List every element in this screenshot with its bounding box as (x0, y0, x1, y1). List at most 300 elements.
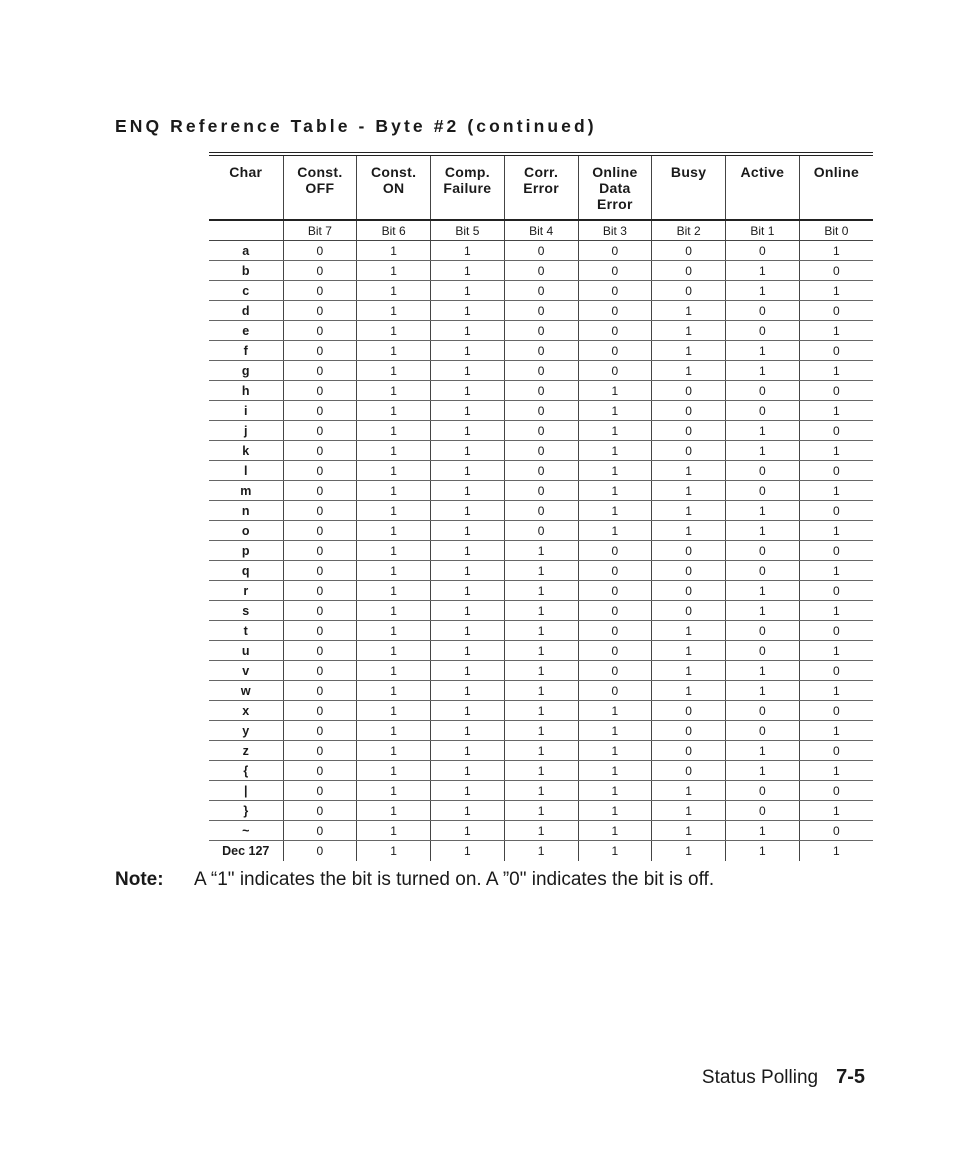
bit-value-cell: 1 (726, 441, 800, 461)
bit-value-cell: 1 (357, 541, 431, 561)
bit-value-cell: 0 (799, 621, 873, 641)
bit-value-cell: 1 (578, 441, 652, 461)
char-cell: y (209, 721, 283, 741)
bit-value-cell: 1 (726, 821, 800, 841)
bit-value-cell: 1 (578, 381, 652, 401)
table-row (209, 681, 873, 701)
bit-value-cell: 1 (578, 741, 652, 761)
bit-value-cell: 1 (652, 821, 726, 841)
char-cell: o (209, 521, 283, 541)
column-header: Active (726, 154, 800, 220)
bit-value-cell: 1 (431, 841, 505, 862)
bit-value-cell: 1 (799, 841, 873, 862)
bit-value-cell: 0 (726, 241, 800, 261)
bit-value-cell: 1 (357, 281, 431, 301)
bit-value-cell: 0 (578, 661, 652, 681)
bit-value-cell: 1 (431, 341, 505, 361)
bit-label: Bit 4 (504, 220, 578, 241)
bit-value-cell: 0 (578, 581, 652, 601)
bit-value-cell: 0 (799, 701, 873, 721)
bit-value-cell: 0 (799, 661, 873, 681)
bit-value-cell: 1 (504, 581, 578, 601)
bit-value-cell: 1 (652, 801, 726, 821)
bit-value-cell: 1 (578, 501, 652, 521)
bit-value-cell: 1 (578, 461, 652, 481)
bit-value-cell: 1 (726, 361, 800, 381)
table-row (209, 801, 873, 821)
column-header: Comp. Failure (431, 154, 505, 220)
char-cell: j (209, 421, 283, 441)
bit-value-cell: 1 (431, 501, 505, 521)
table-row (209, 241, 873, 261)
bit-value-cell: 0 (283, 661, 357, 681)
bit-value-cell: 0 (504, 321, 578, 341)
table-row (209, 721, 873, 741)
char-cell: i (209, 401, 283, 421)
bit-value-cell: 0 (726, 701, 800, 721)
bit-value-cell: 0 (652, 261, 726, 281)
bit-value-cell: 0 (504, 421, 578, 441)
bit-value-cell: 1 (357, 741, 431, 761)
bit-value-cell: 1 (357, 301, 431, 321)
bit-value-cell: 1 (799, 321, 873, 341)
bit-value-cell: 1 (799, 681, 873, 701)
bit-value-cell: 0 (726, 781, 800, 801)
bit-value-cell: 1 (799, 441, 873, 461)
bit-value-cell: 0 (652, 761, 726, 781)
bit-value-cell: 1 (726, 281, 800, 301)
char-cell: | (209, 781, 283, 801)
bit-value-cell: 1 (726, 661, 800, 681)
bit-value-cell: 1 (652, 501, 726, 521)
bit-value-cell: 0 (504, 501, 578, 521)
bit-value-cell: 1 (431, 421, 505, 441)
bit-value-cell: 1 (726, 761, 800, 781)
bit-value-cell: 0 (504, 521, 578, 541)
bit-value-cell: 1 (652, 361, 726, 381)
bit-value-cell: 0 (578, 621, 652, 641)
bit-value-cell: 0 (578, 361, 652, 381)
bit-value-cell: 1 (357, 701, 431, 721)
bit-value-cell: 1 (431, 301, 505, 321)
bit-value-cell: 0 (283, 441, 357, 461)
bit-value-cell: 0 (726, 481, 800, 501)
bit-value-cell: 1 (726, 341, 800, 361)
bit-value-cell: 0 (283, 761, 357, 781)
table-row (209, 641, 873, 661)
char-cell: z (209, 741, 283, 761)
bit-value-cell: 0 (283, 521, 357, 541)
bit-value-cell: 1 (431, 461, 505, 481)
bit-value-cell: 1 (578, 841, 652, 862)
bit-value-cell: 0 (726, 561, 800, 581)
bit-value-cell: 0 (578, 341, 652, 361)
bit-value-cell: 1 (431, 281, 505, 301)
char-cell: c (209, 281, 283, 301)
bit-value-cell: 0 (578, 541, 652, 561)
bit-value-cell: 0 (652, 381, 726, 401)
table-row (209, 761, 873, 781)
char-cell: v (209, 661, 283, 681)
bit-value-cell: 1 (652, 781, 726, 801)
bit-value-cell: 1 (357, 761, 431, 781)
bit-value-cell: 1 (578, 801, 652, 821)
bit-label (209, 220, 283, 241)
table-row (209, 261, 873, 281)
note-text: A “1" indicates the bit is turned on. A ”0" indicates the bit is off. (194, 869, 715, 890)
bit-value-cell: 0 (283, 641, 357, 661)
bit-value-cell: 1 (504, 761, 578, 781)
bit-value-cell: 1 (431, 741, 505, 761)
bit-value-cell: 1 (431, 721, 505, 741)
bit-value-cell: 1 (431, 821, 505, 841)
bit-value-cell: 1 (504, 701, 578, 721)
table-row (209, 821, 873, 841)
bit-value-cell: 0 (283, 321, 357, 341)
bit-value-cell: 0 (283, 541, 357, 561)
bit-value-cell: 0 (283, 801, 357, 821)
bit-value-cell: 0 (726, 801, 800, 821)
table-row (209, 581, 873, 601)
bit-value-cell: 1 (726, 741, 800, 761)
bit-value-cell: 0 (726, 301, 800, 321)
bit-value-cell: 1 (357, 601, 431, 621)
table-row (209, 661, 873, 681)
table-row (209, 741, 873, 761)
note (115, 869, 714, 891)
bit-value-cell: 0 (652, 441, 726, 461)
bit-value-cell: 0 (283, 601, 357, 621)
bit-value-cell: 0 (726, 641, 800, 661)
bit-value-cell: 0 (799, 781, 873, 801)
bit-value-cell: 1 (431, 701, 505, 721)
bit-value-cell: 1 (726, 521, 800, 541)
bit-value-cell: 1 (652, 661, 726, 681)
bit-value-cell: 0 (578, 301, 652, 321)
bit-value-cell: 1 (799, 521, 873, 541)
table-row (209, 321, 873, 341)
char-cell: l (209, 461, 283, 481)
char-cell: d (209, 301, 283, 321)
char-cell: f (209, 341, 283, 361)
table-row (209, 401, 873, 421)
bit-value-cell: 1 (799, 761, 873, 781)
bit-label: Bit 2 (652, 220, 726, 241)
bit-value-cell: 1 (357, 661, 431, 681)
bit-value-cell: 0 (799, 381, 873, 401)
bit-value-cell: 1 (799, 601, 873, 621)
column-header: Online Data Error (578, 154, 652, 220)
table-row (209, 541, 873, 561)
bit-value-cell: 0 (504, 301, 578, 321)
bit-value-cell: 1 (431, 321, 505, 341)
table-body (209, 241, 873, 862)
bit-value-cell: 0 (283, 781, 357, 801)
bit-value-cell: 1 (504, 841, 578, 862)
bit-value-cell: 0 (283, 261, 357, 281)
bit-value-cell: 1 (726, 841, 800, 862)
bit-label: Bit 1 (726, 220, 800, 241)
bit-value-cell: 0 (578, 261, 652, 281)
bit-value-cell: 1 (652, 481, 726, 501)
bit-value-cell: 0 (283, 621, 357, 641)
table-row (209, 841, 873, 862)
bit-value-cell: 1 (578, 781, 652, 801)
bit-value-cell: 1 (357, 401, 431, 421)
bit-value-cell: 0 (726, 621, 800, 641)
table-row (209, 421, 873, 441)
bit-value-cell: 1 (799, 561, 873, 581)
bit-value-cell: 1 (431, 241, 505, 261)
table-row (209, 361, 873, 381)
bit-value-cell: 0 (726, 321, 800, 341)
bit-value-cell: 0 (726, 461, 800, 481)
bit-value-cell: 1 (357, 821, 431, 841)
bit-value-cell: 0 (504, 481, 578, 501)
bit-value-cell: 1 (431, 781, 505, 801)
bit-value-cell: 1 (726, 421, 800, 441)
bit-value-cell: 1 (799, 481, 873, 501)
bit-value-cell: 1 (726, 501, 800, 521)
bit-value-cell: 1 (431, 381, 505, 401)
page-footer (702, 1066, 865, 1089)
bit-value-cell: 1 (578, 821, 652, 841)
bit-value-cell: 0 (504, 401, 578, 421)
bit-value-cell: 1 (504, 741, 578, 761)
bit-value-cell: 0 (799, 501, 873, 521)
table-row (209, 461, 873, 481)
bit-value-cell: 0 (283, 741, 357, 761)
bit-value-cell: 0 (504, 381, 578, 401)
table-row (209, 381, 873, 401)
bit-value-cell: 1 (799, 801, 873, 821)
bit-value-cell: 0 (504, 281, 578, 301)
bit-value-cell: 1 (357, 521, 431, 541)
bit-value-cell: 1 (578, 421, 652, 441)
bit-value-cell: 1 (652, 681, 726, 701)
bit-value-cell: 0 (283, 581, 357, 601)
bit-value-cell: 1 (799, 401, 873, 421)
bit-value-cell: 0 (652, 421, 726, 441)
bit-label: Bit 7 (283, 220, 357, 241)
char-cell: g (209, 361, 283, 381)
bit-value-cell: 1 (652, 321, 726, 341)
char-cell: k (209, 441, 283, 461)
table-row (209, 481, 873, 501)
char-cell: q (209, 561, 283, 581)
bit-value-cell: 1 (431, 521, 505, 541)
bit-value-cell: 1 (504, 781, 578, 801)
bit-value-cell: 0 (504, 361, 578, 381)
page-number: 7-5 (836, 1066, 865, 1088)
header-row (209, 154, 873, 220)
bit-value-cell: 0 (504, 241, 578, 261)
table-row (209, 601, 873, 621)
bit-value-cell: 0 (799, 541, 873, 561)
bit-value-cell: 1 (357, 381, 431, 401)
char-cell: p (209, 541, 283, 561)
bit-value-cell: 1 (357, 801, 431, 821)
bit-value-cell: 1 (431, 401, 505, 421)
bit-value-cell: 1 (504, 721, 578, 741)
bit-value-cell: 0 (283, 401, 357, 421)
bit-value-cell: 1 (357, 501, 431, 521)
char-cell: m (209, 481, 283, 501)
char-cell: w (209, 681, 283, 701)
bit-value-cell: 0 (652, 541, 726, 561)
bit-value-cell: 0 (799, 421, 873, 441)
bit-value-cell: 1 (431, 601, 505, 621)
bit-value-cell: 1 (726, 681, 800, 701)
table-row (209, 521, 873, 541)
column-header: Online (799, 154, 873, 220)
bit-value-cell: 0 (504, 341, 578, 361)
bit-value-cell: 0 (578, 561, 652, 581)
bit-value-cell: 0 (799, 821, 873, 841)
char-cell: b (209, 261, 283, 281)
bit-value-cell: 1 (357, 581, 431, 601)
bit-value-cell: 0 (726, 401, 800, 421)
bit-value-cell: 1 (726, 601, 800, 621)
bit-value-cell: 0 (283, 341, 357, 361)
bit-value-cell: 0 (283, 501, 357, 521)
bit-value-cell: 1 (431, 761, 505, 781)
bit-value-cell: 1 (431, 661, 505, 681)
bit-value-cell: 0 (652, 401, 726, 421)
bit-value-cell: 1 (578, 701, 652, 721)
bit-value-cell: 0 (283, 561, 357, 581)
column-header: Const. OFF (283, 154, 357, 220)
bit-value-cell: 1 (357, 421, 431, 441)
bit-value-cell: 1 (357, 441, 431, 461)
bit-label: Bit 5 (431, 220, 505, 241)
char-cell: Dec 127 (222, 844, 270, 858)
bit-value-cell: 0 (283, 461, 357, 481)
bit-value-cell: 0 (578, 601, 652, 621)
bit-label: Bit 0 (799, 220, 873, 241)
bit-value-cell: 0 (578, 681, 652, 701)
bit-value-cell: 1 (504, 601, 578, 621)
bit-value-cell: 1 (504, 561, 578, 581)
bit-value-cell: 1 (799, 361, 873, 381)
bit-value-cell: 1 (431, 261, 505, 281)
bit-value-cell: 0 (283, 381, 357, 401)
char-cell: u (209, 641, 283, 661)
bit-value-cell: 0 (799, 581, 873, 601)
bit-value-cell: 0 (652, 701, 726, 721)
bit-value-cell: 0 (726, 721, 800, 741)
bit-value-cell: 1 (652, 641, 726, 661)
note-label: Note: (115, 869, 164, 890)
bit-value-cell: 1 (431, 801, 505, 821)
column-header: Const. ON (357, 154, 431, 220)
bit-value-cell: 0 (652, 241, 726, 261)
bit-value-cell: 0 (799, 261, 873, 281)
bit-value-cell: 1 (578, 761, 652, 781)
bit-value-cell: 1 (357, 641, 431, 661)
char-cell: { (209, 761, 283, 781)
bit-value-cell: 1 (357, 261, 431, 281)
bit-value-cell: 1 (357, 481, 431, 501)
bit-value-cell: 1 (357, 321, 431, 341)
bit-value-cell: 0 (578, 281, 652, 301)
enq-reference-table (209, 152, 873, 861)
bit-value-cell: 1 (652, 461, 726, 481)
bit-label: Bit 6 (357, 220, 431, 241)
char-cell: a (209, 241, 283, 261)
bit-value-cell: 0 (283, 821, 357, 841)
bit-value-cell: 1 (357, 721, 431, 741)
table-row (209, 501, 873, 521)
bit-value-cell: 0 (283, 241, 357, 261)
bit-value-cell: 1 (799, 641, 873, 661)
char-cell: x (209, 701, 283, 721)
bit-value-cell: 0 (283, 481, 357, 501)
bit-value-cell: 1 (504, 641, 578, 661)
table-row (209, 341, 873, 361)
bit-value-cell: 1 (504, 681, 578, 701)
table-row (209, 561, 873, 581)
bit-value-cell: 0 (283, 281, 357, 301)
bit-value-cell: 1 (357, 361, 431, 381)
bit-value-cell: 0 (652, 721, 726, 741)
bit-value-cell: 0 (283, 681, 357, 701)
char-cell: h (209, 381, 283, 401)
bit-value-cell: 1 (652, 341, 726, 361)
bit-value-cell: 0 (799, 301, 873, 321)
table-row (209, 701, 873, 721)
bit-value-cell: 1 (652, 301, 726, 321)
bit-value-cell: 1 (357, 681, 431, 701)
bit-value-cell: 1 (504, 541, 578, 561)
char-cell: ~ (209, 821, 283, 841)
bit-value-cell: 1 (357, 621, 431, 641)
bit-value-cell: 1 (431, 581, 505, 601)
bit-value-cell: 0 (504, 441, 578, 461)
bit-value-cell: 1 (652, 521, 726, 541)
column-header: Corr. Error (504, 154, 578, 220)
char-cell: n (209, 501, 283, 521)
bit-value-cell: 0 (504, 461, 578, 481)
bit-label: Bit 3 (578, 220, 652, 241)
bit-value-cell: 1 (578, 521, 652, 541)
char-cell: t (209, 621, 283, 641)
bit-value-cell: 1 (357, 781, 431, 801)
bit-value-cell: 0 (283, 701, 357, 721)
table-row (209, 621, 873, 641)
column-header: Char (209, 154, 283, 220)
section-name: Status Polling (701, 1067, 819, 1088)
bit-value-cell: 0 (578, 641, 652, 661)
table-row (209, 281, 873, 301)
bit-value-cell: 0 (283, 841, 357, 862)
bit-value-cell: 1 (431, 481, 505, 501)
char-cell: r (209, 581, 283, 601)
bit-value-cell: 0 (652, 601, 726, 621)
char-cell: e (209, 321, 283, 341)
bit-value-cell: 1 (357, 561, 431, 581)
char-cell: } (209, 801, 283, 821)
bit-value-cell: 0 (504, 261, 578, 281)
bit-value-cell: 1 (578, 481, 652, 501)
bit-value-cell: 1 (799, 721, 873, 741)
bit-value-cell: 1 (431, 441, 505, 461)
bit-value-cell: 1 (578, 401, 652, 421)
bit-value-cell: 1 (652, 841, 726, 862)
bit-value-cell: 0 (578, 241, 652, 261)
bit-value-cell: 0 (652, 281, 726, 301)
bit-value-cell: 1 (799, 241, 873, 261)
